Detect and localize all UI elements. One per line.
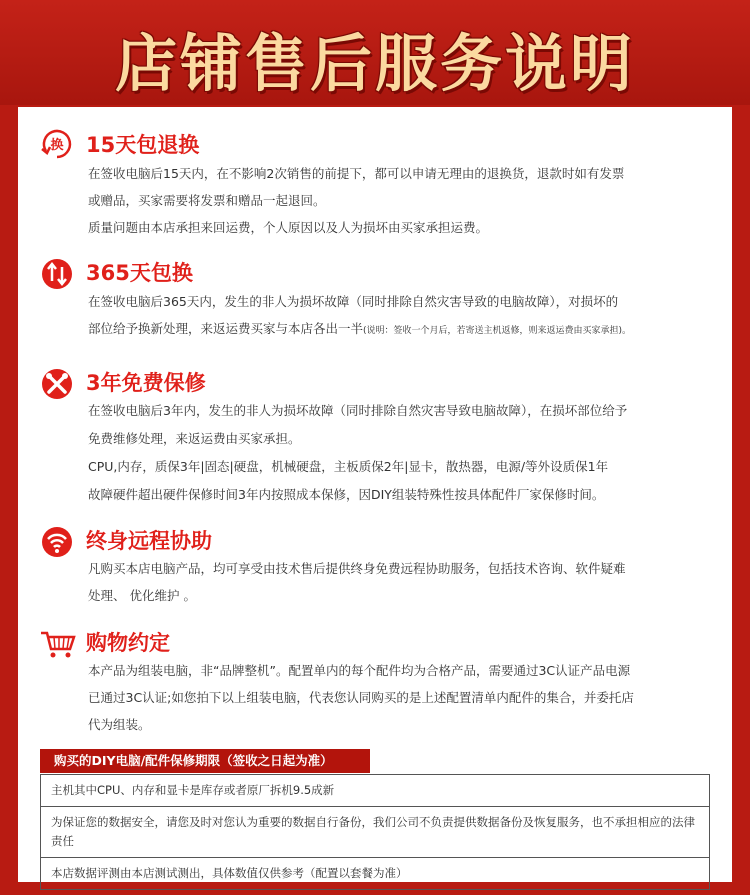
header — [0, 0, 750, 105]
repair-tools-icon — [40, 367, 74, 401]
section-title: 终身远程协助 — [86, 529, 212, 553]
table-row: 主机其中CPU、内存和显卡是库存或者原厂拆机9.5成新 — [41, 775, 709, 807]
section-line: 凡购买本店电脑产品，均可享受由技术售后提供终身免费远程协助服务，包括技术咨询、软件疑难 — [88, 561, 626, 576]
section-title: 购物约定 — [86, 631, 170, 655]
page-title: 店铺售后服务说明 — [114, 27, 635, 100]
section-line: 本产品为组装电脑，非“品牌整机”。配置单内的每个配件均为合格产品，需要通过3C认证产品电源 — [88, 663, 631, 678]
section-line: 处理、 优化维护 。 — [88, 588, 196, 603]
section-line: 免费维修处理，来返运费由买家承担。 — [88, 431, 301, 446]
section-title: 365天包换 — [86, 261, 193, 285]
section-line: 在签收电脑后365天内，发生的非人为损坏故障（同时排除自然灾害导致的电脑故障），对损坏的 — [88, 294, 619, 309]
shopping-cart-icon — [40, 627, 76, 661]
section-title: 15天包退换 — [86, 133, 200, 157]
section-line: 已通过3C认证;如您拍下以上组装电脑，代表您认同购买的是上述配置清单内配件的集合，并委托店 — [88, 690, 634, 705]
content-panel — [18, 107, 732, 882]
table-row: 为保证您的数据安全，请您及时对您认为重要的数据自行备份，我们公司不负责提供数据备份及恢复服务，也不承担相应的法律责任 — [41, 807, 709, 858]
warranty-period-banner: 购买的DIY电脑/配件保修期限（签收之日起为准） — [40, 749, 370, 773]
exchange-arrows-icon — [40, 257, 74, 291]
section-line — [88, 319, 631, 337]
section-line: CPU,内存，质保3年|固态|硬盘，机械硬盘，主板质保2年|显卡，散热器，电源/等外设质保1年 — [88, 459, 609, 474]
section-line-text: 部位给予换新处理，来返运费买家与本店各出一半 — [88, 321, 364, 336]
section-title: 3年免费保修 — [86, 371, 206, 395]
table-row: 本店数据评测由本店测试测出，具体数值仅供参考（配置以套餐为准） — [51, 866, 408, 880]
section-line: 在签收电脑后3年内，发生的非人为损坏故障（同时排除自然灾害导致电脑故障），在损坏部位给予 — [88, 403, 628, 418]
section-line: 在签收电脑后15天内，在不影响2次销售的前提下，都可以申请无理由的退换货，退款时如有发票 — [88, 166, 625, 181]
return-exchange-icon — [40, 127, 74, 161]
notice-table — [40, 774, 710, 890]
section-line: 质量问题由本店承担来回运费，个人原因以及人为损坏由买家承担运费。 — [88, 220, 489, 235]
section-line: 或赠品，买家需要将发票和赠品一起退回。 — [88, 193, 326, 208]
svg-text:换: 换 — [50, 138, 64, 153]
section-note: (说明：签收一个月后，若寄送主机返修，则来返运费由买家承担)。 — [363, 326, 632, 336]
section-line: 故障硬件超出硬件保修时间3年内按照成本保修，因DIY组装特殊性按具体配件厂家保修时间。 — [88, 487, 605, 502]
section-line: 代为组装。 — [88, 717, 151, 732]
remote-wifi-icon — [40, 525, 74, 559]
